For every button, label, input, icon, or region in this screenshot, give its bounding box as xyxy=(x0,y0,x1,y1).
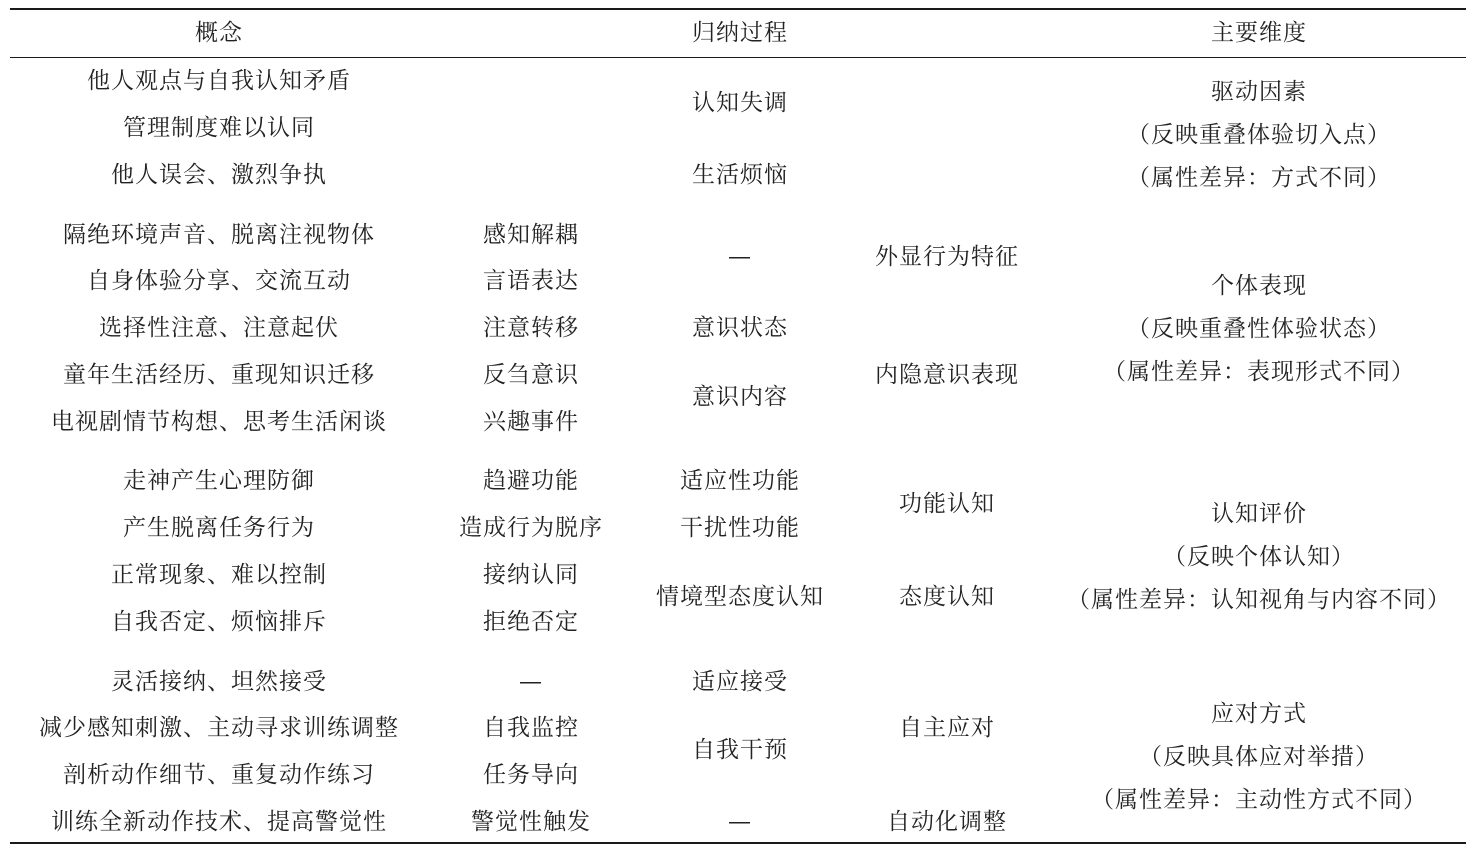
process-cell: 自我干预 xyxy=(692,737,788,763)
concept-cell: 训练全新动作技术、提高警觉性 xyxy=(51,809,387,835)
dimension-title: 认知评价 xyxy=(1211,501,1307,527)
sub-cell: — xyxy=(519,669,543,695)
concept-cell: 他人观点与自我认知矛盾 xyxy=(87,68,351,94)
sub-cell: 警觉性触发 xyxy=(471,809,591,835)
sub-cell: 感知解耦 xyxy=(483,222,579,248)
sub-cell: 兴趣事件 xyxy=(483,409,579,435)
category-cell: 功能认知 xyxy=(899,491,995,517)
sub-cell: 造成行为脱序 xyxy=(459,515,603,541)
concept-cell: 隔绝环境声音、脱离注视物体 xyxy=(63,222,375,248)
concept-cell: 灵活接纳、坦然接受 xyxy=(111,669,327,695)
concept-cell: 减少感知刺激、主动寻求训练调整 xyxy=(39,715,399,741)
process-cell: 适应接受 xyxy=(692,669,788,695)
sub-cell: 反刍意识 xyxy=(483,362,579,388)
dimension-note: （属性差异：方式不同） xyxy=(1127,165,1391,191)
category-cell: 内隐意识表现 xyxy=(875,362,1019,388)
sub-cell: 注意转移 xyxy=(483,315,579,341)
sub-cell: 自我监控 xyxy=(483,715,579,741)
concept-cell: 电视剧情节构想、思考生活闲谈 xyxy=(51,409,387,435)
process-cell: 情境型态度认知 xyxy=(656,584,824,610)
header-induction: 归纳过程 xyxy=(692,20,788,46)
dimension-note: （反映重叠性体验状态） xyxy=(1127,316,1391,342)
concept-cell: 正常现象、难以控制 xyxy=(111,562,327,588)
dimension-title: 应对方式 xyxy=(1211,701,1307,727)
dimension-note: （反映具体应对举措） xyxy=(1139,744,1379,770)
header-dimension: 主要维度 xyxy=(1211,20,1307,46)
category-cell: 外显行为特征 xyxy=(875,244,1019,270)
process-cell: — xyxy=(728,244,752,270)
bottom-rule xyxy=(10,842,1466,844)
concept-cell: 走神产生心理防御 xyxy=(123,468,315,494)
dimension-note: （反映个体认知） xyxy=(1163,544,1355,570)
category-cell: 态度认知 xyxy=(899,584,995,610)
dimension-note: （属性差异：认知视角与内容不同） xyxy=(1067,587,1451,613)
concept-cell: 他人误会、激烈争执 xyxy=(111,162,327,188)
process-cell: 意识状态 xyxy=(692,315,788,341)
process-cell: — xyxy=(728,809,752,835)
concept-cell: 童年生活经历、重现知识迁移 xyxy=(63,362,375,388)
sub-cell: 拒绝否定 xyxy=(483,609,579,635)
process-cell: 意识内容 xyxy=(692,384,788,410)
sub-cell: 趋避功能 xyxy=(483,468,579,494)
dimension-title: 驱动因素 xyxy=(1211,79,1307,105)
dimension-note: （属性差异：表现形式不同） xyxy=(1103,359,1415,385)
concept-cell: 产生脱离任务行为 xyxy=(123,515,315,541)
dimension-title: 个体表现 xyxy=(1211,273,1307,299)
top-rule xyxy=(10,8,1466,10)
category-cell: 自动化调整 xyxy=(887,809,1007,835)
process-cell: 适应性功能 xyxy=(680,468,800,494)
dimension-note: （属性差异：主动性方式不同） xyxy=(1091,787,1427,813)
concept-cell: 自身体验分享、交流互动 xyxy=(87,268,351,294)
concept-cell: 选择性注意、注意起伏 xyxy=(99,315,339,341)
sub-cell: 接纳认同 xyxy=(483,562,579,588)
header-concept: 概念 xyxy=(195,20,243,46)
concept-cell: 自我否定、烦恼排斥 xyxy=(111,609,327,635)
dimension-note: （反映重叠体验切入点） xyxy=(1127,122,1391,148)
sub-cell: 言语表达 xyxy=(483,268,579,294)
category-cell: 自主应对 xyxy=(899,715,995,741)
sub-cell: 任务导向 xyxy=(483,762,579,788)
concept-cell: 剖析动作细节、重复动作练习 xyxy=(63,762,375,788)
process-cell: 干扰性功能 xyxy=(680,515,800,541)
concept-cell: 管理制度难以认同 xyxy=(123,115,315,141)
header-rule xyxy=(10,57,1466,58)
process-cell: 生活烦恼 xyxy=(692,162,788,188)
process-cell: 认知失调 xyxy=(692,90,788,116)
